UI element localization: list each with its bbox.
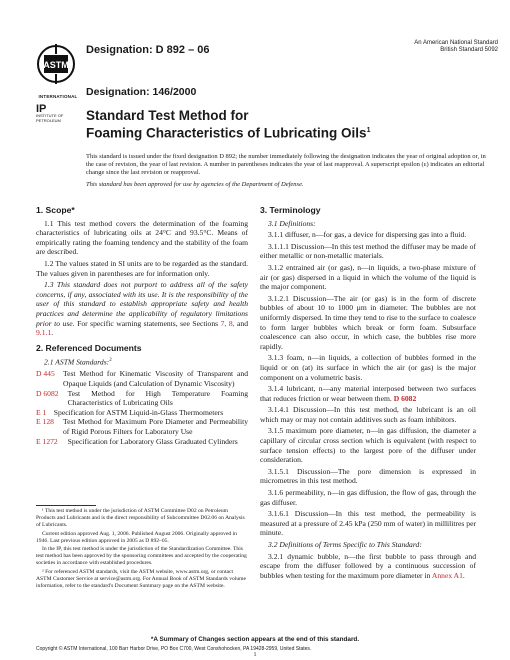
astm-footnote-ref[interactable]: 2 xyxy=(109,358,112,364)
para-3-1-2-1: 3.1.2.1 Discussion—The air (or gas) is in the form of discrete bubbles of about 10 to 1000 µm in diameter. The bubbles are not uniformly dispersed. In time they tend to rise to the surface to coalesce to form larger bubbles which break or form foam. Subsurface coalescence can also occur, in which case, the bubbles rise more rapidly. xyxy=(260,293,476,351)
astm-logo xyxy=(36,40,76,92)
footnotes xyxy=(36,508,248,591)
para-1-3 xyxy=(36,280,248,338)
astm-standards-label xyxy=(36,356,248,367)
reference-title: Test Method for High Temperature Foaming Characteristics of Lubricating Oils xyxy=(67,388,248,408)
reference-item xyxy=(36,437,248,447)
reference-code-link[interactable]: E 1 xyxy=(36,407,47,417)
title-footnote-ref[interactable]: 1 xyxy=(366,127,371,134)
reference-code-link[interactable]: E 128 xyxy=(36,417,54,427)
footnote-2: ² For referenced ASTM standards, visit the ASTM website, www.astm.org, or contact ASTM Customer Service at service@astm.org. For Annual Book of ASTM Standards volume information, refer to the standard's Document Summary page on the ASTM website. xyxy=(36,568,246,589)
para-3-1-3: 3.1.3 foam, n—in liquids, a collection of bubbles formed in the liquid or on (at) its surface in which the air (or gas) is the major component on a volumetric basis. xyxy=(260,353,476,382)
para-3-1: 3.1 Definitions: xyxy=(268,218,316,228)
reference-title: Specification for ASTM Liquid-in-Glass Thermometers xyxy=(53,407,224,417)
safety-statement: 1.3 This standard does not purport to address all of the safety concerns, if any, associated with its use. It is the responsibility of the user of this standard to establish appropriate safety and health practices and determine the applicability of regulatory limitations prior to use. xyxy=(36,280,248,328)
footnote-divider xyxy=(36,505,96,506)
para-3-2-1 xyxy=(260,552,476,581)
reference-item xyxy=(36,389,248,408)
astm-standards-text: 2.1 ASTM Standards: xyxy=(44,357,110,367)
warning-and: and xyxy=(234,318,248,328)
ans-note xyxy=(298,40,498,54)
summary-of-changes-note: *A Summary of Changes section appears at the end of this standard. xyxy=(150,636,360,643)
para-1-2: 1.2 The values stated in SI units are to be regarded as the standard. The values given in parentheses are for information only. xyxy=(36,258,248,278)
svg-text:ASTM: ASTM xyxy=(43,60,69,70)
reference-item xyxy=(36,417,248,436)
reference-title: Specification for Laboratory Glass Graduated Cylinders xyxy=(67,436,238,446)
ip-logo: IP xyxy=(36,103,47,115)
warning-end: . xyxy=(51,328,54,338)
designation-astm: Designation: D 892 – 06 xyxy=(86,44,210,56)
reference-item xyxy=(36,369,248,388)
para-3-2: 3.2 Definitions of Terms Specific to This Standard: xyxy=(268,540,422,549)
para-3-1-5-1: 3.1.5.1 Discussion—The pore dimension is expressed in micrometres in this test method. xyxy=(260,466,476,486)
dynamic-bubble-definition: 3.2.1 dynamic bubble, n—the first bubble to pass through and escape from the diffuser followed by a continuous succession of bubbles when testing for the maximum pore diameter in xyxy=(260,551,476,580)
lubricant-definition: 3.1.4 lubricant, n—any material interposed between two surfaces that reduces friction or wear between them. xyxy=(260,384,476,403)
reference-title: Test Method for Kinematic Viscosity of Transparent and Opaque Liquids (and Calculation of Dynamic Viscosity) xyxy=(63,369,248,389)
para-3-1-5: 3.1.5 maximum pore diameter, n—in gas diffusion, the diameter a capillary of circular cross section which is equivalent (with respect to surface tension effects) to the largest pore of the diffuser under consideration. xyxy=(260,426,476,465)
section-link-9-1-1[interactable]: 9.1.1 xyxy=(36,328,52,338)
annex-a1-link[interactable]: Annex A1 xyxy=(431,570,463,580)
page-number: 1 xyxy=(253,652,257,658)
reference-title: Test Method for Maximum Pore Diameter and Permeability of Rigid Porous Filters for Laboratory Use xyxy=(63,417,248,436)
reference-item xyxy=(36,408,248,418)
para-3-1-6: 3.1.6 permeability, n—in gas diffusion, the flow of gas, through the gas diffuser. xyxy=(260,488,476,507)
ans-line-1: An American National Standard xyxy=(414,40,498,46)
warning-lead: For specific warning statements, see Sections xyxy=(74,318,221,328)
para-3-1-4 xyxy=(260,384,476,403)
section-scope-heading: 1. Scope* xyxy=(36,205,75,215)
para-3-1-1-1: 3.1.1.1 Discussion—In this test method the diffuser may be made of either metallic or non-metallic materials. xyxy=(260,241,476,261)
footnote-1-approval: Current edition approved Aug. 1, 2006. Published August 2006. Originally approved in 1946. Last previous edition approved in 2005 as D 892–05. xyxy=(36,530,237,544)
para-3-1-1: 3.1.1 diffuser, n—for gas, a device for dispersing gas into a fluid. xyxy=(268,230,467,240)
left-column xyxy=(36,200,248,446)
reference-code-link[interactable]: D 6082 xyxy=(36,388,59,398)
para-1-1: 1.1 This test method covers the determination of the foaming characteristics of lubricating oils at 24°C and 93.5°C. Means of empirically rating the foaming tendency and the stability of the foam are described. xyxy=(36,218,248,257)
logo-caption: INTERNATIONAL xyxy=(38,94,78,99)
reference-code-link[interactable]: E 1272 xyxy=(36,436,58,446)
ans-line-2: British Standard 5092 xyxy=(440,47,498,53)
reference-list xyxy=(36,369,248,446)
document-title xyxy=(86,108,426,141)
title-text: Foaming Characteristics of Lubricating Oils xyxy=(86,125,367,141)
ip-logo-caption: INSTITUTE OF PETROLEUM xyxy=(36,113,64,123)
section-references-heading: 2. Referenced Documents xyxy=(36,342,142,353)
para-3-1-4-1: 3.1.4.1 Discussion—In this test method, the lubricant is an oil which may or may not contain additives such as foam inhibitors. xyxy=(260,405,476,424)
para-3-1-2: 3.1.2 entrained air (or gas), n—in liquids, a two-phase mixture of air (or gas) dispersed in a liquid in which the volume of the liquid is the major component. xyxy=(260,262,476,292)
title-line-2 xyxy=(86,123,426,141)
title-line-1: Standard Test Method for xyxy=(86,108,249,123)
copyright: Copyright © ASTM International, 100 Barr Harbor Drive, PO Box C700, West Conshohocken, PA 19428-2959, United States. xyxy=(36,646,312,652)
ref-link-d6082[interactable]: D 6082 xyxy=(393,393,417,403)
reference-code-link[interactable]: D 445 xyxy=(36,369,55,379)
para-3-1-6-1: 3.1.6.1 Discussion—In this test method, the permeability is measured at a pressure of 2.45 kPa (250 mm of water) in millilitres per minute. xyxy=(260,509,476,538)
right-column xyxy=(260,200,476,582)
dod-notice: This standard has been approved for use by agencies of the Department of Defense. xyxy=(86,181,304,188)
section-links[interactable]: 7, 8, xyxy=(220,318,235,328)
footnote-1-ip: In the IP, this test method is under the jurisdiction of the Standardization Committee. This test method has been approved by the sponsoring committees and accepted by the cooperating societies in accordance with established procedures. xyxy=(36,546,247,566)
dynamic-bubble-end: . xyxy=(462,570,465,580)
issuance-notice: This standard is issued under the fixed designation D 892; the number immediately following the designation indicates the year of original adoption or, in the case of revision, the year of last revision. A number in parentheses indicates the year of last reapproval. A superscript epsilon (ε) indicates an editorial change since the last revision or reapproval. xyxy=(86,153,486,176)
designation-ip: Designation: 146/2000 xyxy=(86,86,197,98)
section-terminology-heading: 3. Terminology xyxy=(260,205,321,215)
footnote-1: ¹ This test method is under the jurisdiction of ASTM Committee D02 on Petroleum Products and Lubricants and is the direct responsibility of Subcommittee D02.06 on Analysis of Lubricants. xyxy=(36,508,245,528)
